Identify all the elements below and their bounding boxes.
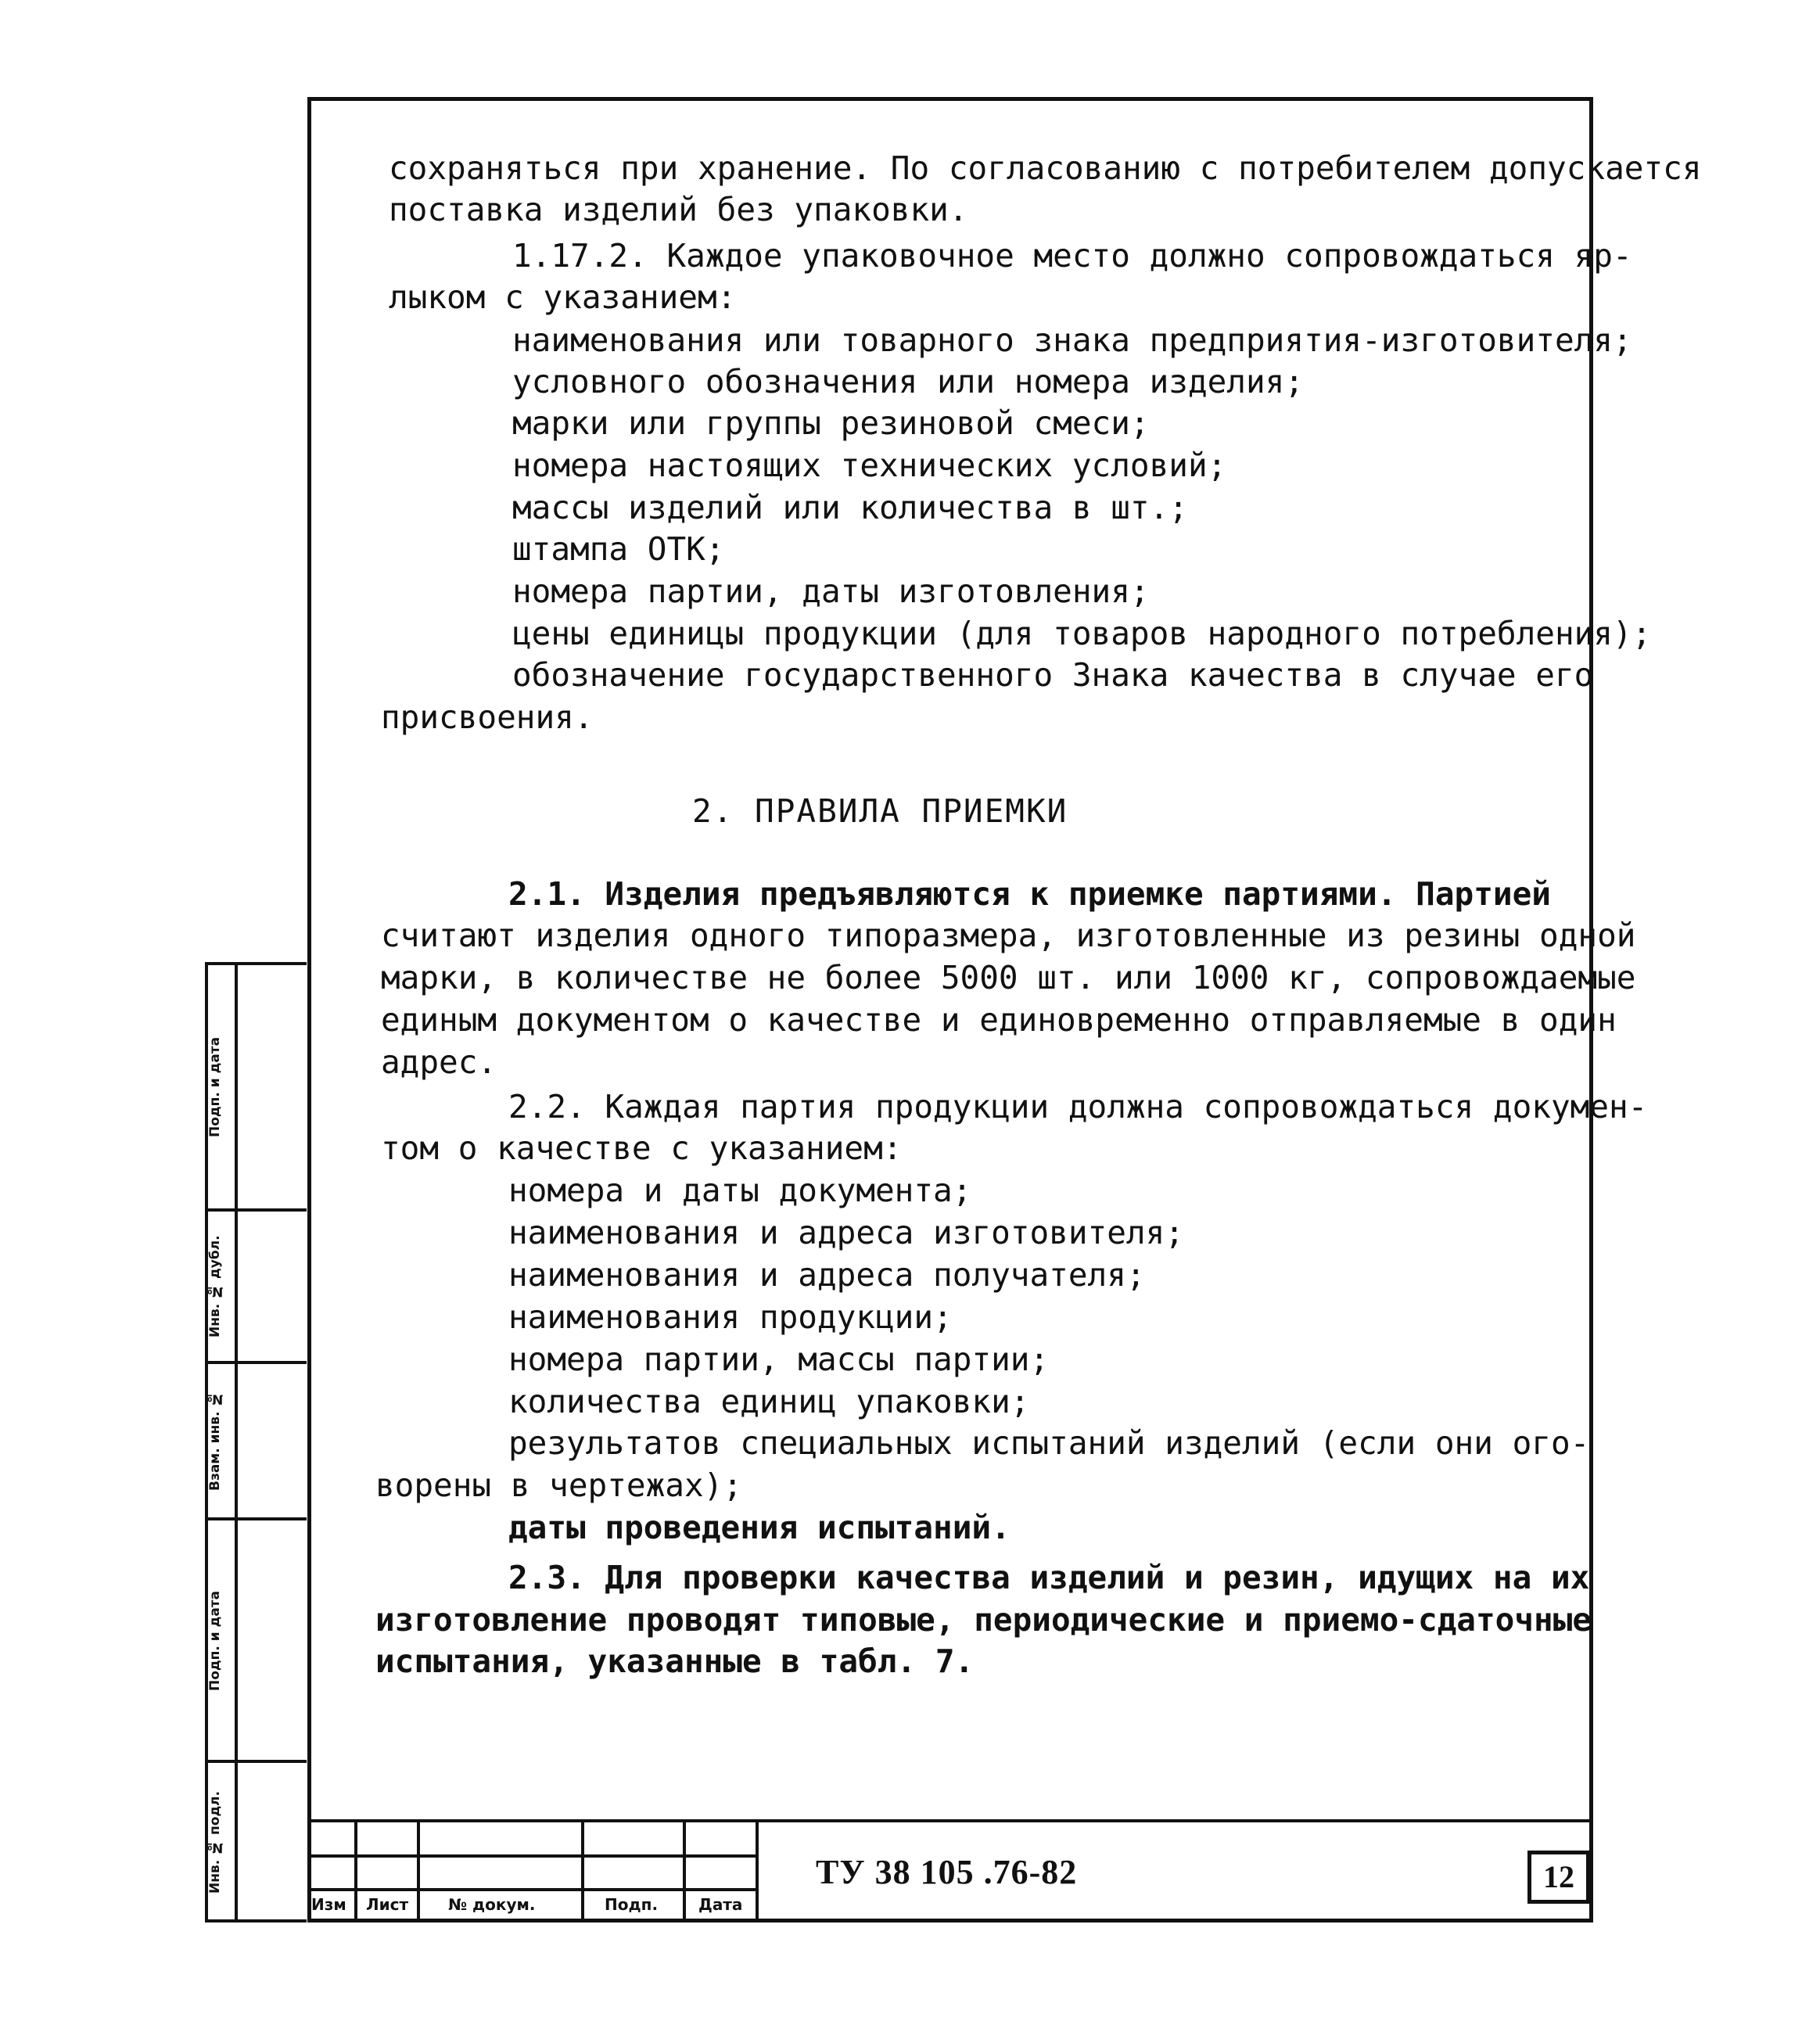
strip-label: Инв. № дубл.	[207, 1235, 223, 1338]
text-line: обозначение государственного Знака качества в случае его	[512, 656, 1594, 694]
text-line: даты проведения испытаний.	[508, 1509, 1011, 1546]
text-line: 1.17.2. Каждое упаковочное место должно сопровождаться яр-	[512, 237, 1632, 275]
text-line: изготовление проводят типовые, периодические и приемо-сдаточные	[375, 1601, 1592, 1639]
text-line: номера партии, даты изготовления;	[512, 573, 1150, 610]
strip-rule	[205, 1760, 307, 1763]
strip-rule	[205, 1208, 307, 1212]
text-line: наименования и адреса получателя;	[508, 1256, 1146, 1294]
text-line: 2.1. Изделия предъявляются к приемке партиями. Партией	[508, 875, 1551, 913]
text-line: поставка изделий без упаковки.	[389, 191, 968, 228]
document-code: ТУ 38 105 .76-82	[816, 1853, 1078, 1891]
text-line: 2.2. Каждая партия продукции должна сопровождаться докумен-	[508, 1088, 1648, 1125]
strip-divider	[235, 962, 238, 1923]
stamp-divider	[581, 1819, 584, 1923]
stamp-col-label: Лист	[366, 1895, 409, 1914]
stamp-divider	[683, 1819, 686, 1923]
text-line: сохраняться при хранение. По согласованию с потребителем допускается	[389, 149, 1702, 187]
stamp-divider	[756, 1819, 759, 1923]
strip-rule	[205, 1919, 307, 1923]
text-line: массы изделий или количества в шт.;	[512, 489, 1188, 526]
stamp-divider	[417, 1819, 420, 1923]
text-line: марки, в количестве не более 5000 шт. или 1000 кг, сопровождаемые	[381, 959, 1636, 996]
strip-label: Взам. инв. №	[207, 1391, 223, 1492]
side-strip	[205, 962, 307, 1923]
text-line: 2.3. Для проверки качества изделий и резин, идущих на их	[508, 1559, 1590, 1596]
sheet-number: 12	[1527, 1851, 1590, 1904]
strip-label: Инв. № подл.	[207, 1790, 223, 1894]
text-line: цены единицы продукции (для товаров народного потребления);	[512, 615, 1652, 652]
text-line: единым документом о качестве и единовременно отправляемые в один	[381, 1001, 1617, 1039]
text-line: результатов специальных испытаний изделий (если они ого-	[508, 1424, 1590, 1462]
stamp-col-label: Дата	[698, 1895, 743, 1914]
title-block	[307, 1819, 1593, 1923]
text-line: наименования или товарного знака предприятия-изготовителя;	[512, 321, 1632, 359]
text-line: номера настоящих технических условий;	[512, 447, 1227, 484]
text-line: количества единиц упаковки;	[508, 1383, 1030, 1420]
stamp-divider	[354, 1819, 357, 1923]
text-line: марки или группы резиновой смеси;	[512, 404, 1150, 442]
text-line: считают изделия одного типоразмера, изготовленные из резины одной	[381, 917, 1636, 954]
text-line: лыком с указанием:	[389, 278, 737, 316]
text-line: наименования и адреса изготовителя;	[508, 1214, 1184, 1251]
text-line: испытания, указанные в табл. 7.	[375, 1642, 975, 1680]
stamp-top-rule	[307, 1819, 1593, 1822]
strip-rule	[205, 1361, 307, 1364]
text-line: адрес.	[381, 1043, 497, 1081]
stamp-col-label: № докум.	[448, 1895, 536, 1914]
stamp-col-label: Подп.	[605, 1895, 659, 1914]
text-line: ворены в чертежах);	[375, 1467, 742, 1504]
strip-label: Подп. и дата	[207, 1036, 223, 1138]
stamp-col-label: Изм	[311, 1895, 346, 1914]
strip-label: Подп. и дата	[207, 1590, 223, 1691]
strip-rule	[205, 1517, 307, 1520]
section-heading: 2. ПРАВИЛА ПРИЕМКИ	[692, 792, 1068, 830]
text-line: номера партии, массы партии;	[508, 1341, 1050, 1378]
stamp-rule	[307, 1888, 757, 1891]
stamp-rule	[307, 1854, 757, 1858]
text-line: штампа ОТК;	[512, 530, 725, 568]
text-line: присвоения.	[381, 698, 594, 736]
text-line: том о качестве с указанием:	[381, 1129, 903, 1167]
text-line: условного обозначения или номера изделия;	[512, 363, 1305, 400]
text-line: номера и даты документа;	[508, 1172, 972, 1209]
text-line: наименования продукции;	[508, 1298, 953, 1336]
strip-rule	[205, 962, 307, 965]
